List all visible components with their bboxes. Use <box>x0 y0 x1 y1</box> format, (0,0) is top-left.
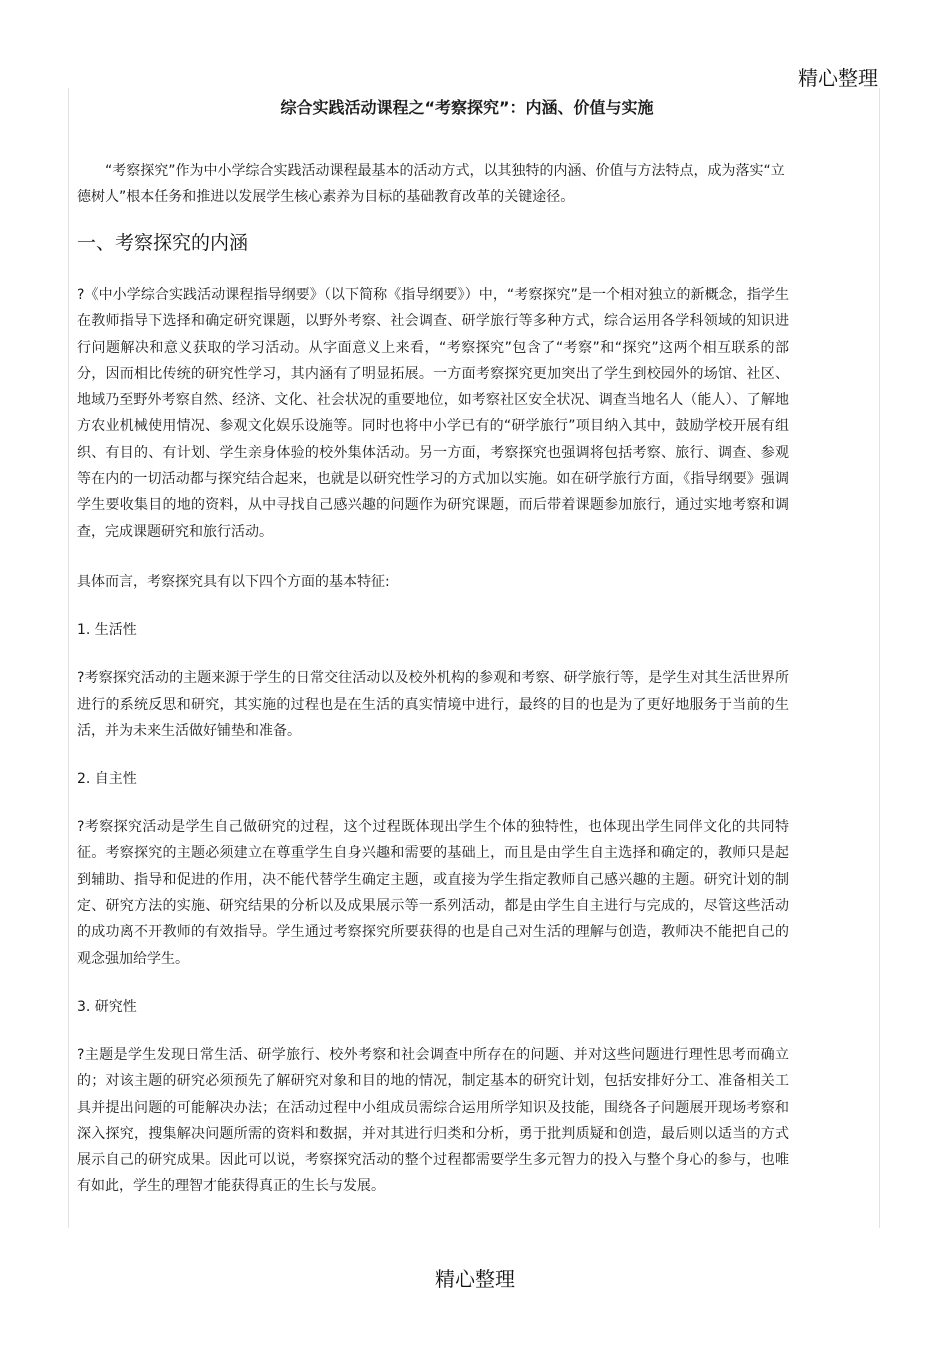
connotation-paragraph: ?《中小学综合实践活动课程指导纲要》（以下简称《指导纲要》）中，“考察探究”是一个相对独立的新概念，指学生在教师指导下选择和确定研究课题，以野外考察、社会调查、研学旅行等多种方式，综合运用各学科领域的知识进行问题解决和意义获取的学习活动。从字面意义上来看，“考察探究”包含了“考察”和“探究”这两个相互联系的部分，因而相比传统的研究性学习，其内涵有了明显拓展。一方面考察探究更加突出了学生到校园外的场馆、社区、地域乃至野外考察自然、经济、文化、社会状况的重要地位，如考察社区安全状况、调查当地名人（能人）、了解地方农业机械使用情况、参观文化娱乐设施等。同时也将中小学已有的“研学旅行”项目纳入其中，鼓励学校开展有组织、有目的、有计划、学生亲身体验的校外集体活动。另一方面，考察探究也强调将包括考察、旅行、调查、参观等在内的一切活动都与探究结合起来，也就是以研究性学习的方式加以实施。如在研学旅行方面，《指导纲要》强调学生要收集目的地的资料，从中寻找自己感兴趣的问题作为研究课题，而后带着课题参加旅行，通过实地考察和调查，完成课题研究和旅行活动。 <box>77 287 789 540</box>
feature-text-life: ?考察探究活动的主题来源于学生的日常交往活动以及校外机构的参观和考察、研学旅行等，是学生对其生活世界所进行的系统反思和研究，其实施的过程也是在生活的真实情境中进行，最终的目的也是为了更好地服务于当前的生活，并为未来生活做好铺垫和准备。 <box>77 670 789 739</box>
feature-text-autonomy: ?考察探究活动是学生自己做研究的过程，这个过程既体现出学生个体的独特性，也体现出学生同伴文化的共同特征。考察探究的主题必须建立在尊重学生自身兴趣和需要的基础上，而且是由学生自主选择和确定的，教师只是起到辅助、指导和促进的作用，决不能代替学生确定主题，或直接为学生指定教师自己感兴趣的主题。研究计划的制定、研究方法的实施、研究结果的分析以及成果展示等一系列活动，都是由学生自主进行与完成的，尽管这些活动的成功离不开教师的有效指导。学生通过考察探究所要获得的也是自己对生活的理解与创造，教师决不能把自己的观念强加给学生。 <box>77 819 789 967</box>
feature-title-life: 1. 生活性 <box>77 622 137 639</box>
feature-text-research: ?主题是学生发现日常生活、研学旅行、校外考察和社会调查中所存在的问题、并对这些问题进行理性思考而确立的；对该主题的研究必须预先了解研究对象和目的地的情况，制定基本的研究计划，包括安排好分工、准备相关工具并提出问题的可能解决办法；在活动过程中小组成员需综合运用所学知识及技能，围绕各子问题展开现场考察和深入探究，搜集解决问题所需的资料和数据，并对其进行归类和分析，勇于批判质疑和创造，最后则以适当的方式展示自己的研究成果。因此可以说，考察探究活动的整个过程都需要学生多元智力的投入与整个身心的参与，也唯有如此，学生的理智才能获得真正的生长与发展。 <box>77 1046 789 1195</box>
document-title: 综合实践活动课程之“考察探究”：内涵、价值与实施 <box>280 98 654 117</box>
feature-title-research: 3. 研究性 <box>77 998 137 1015</box>
feature-title-autonomy: 2. 自主性 <box>77 771 137 788</box>
footer-watermark: 精心整理 <box>435 1267 515 1291</box>
features-lead: 具体而言，考察探究具有以下四个方面的基本特征: <box>77 573 390 590</box>
document-body <box>77 90 789 1200</box>
header-watermark: 精心整理 <box>798 66 878 90</box>
section-heading-connotation: 一、考察探究的内涵 <box>77 232 249 254</box>
intro-paragraph: “考察探究”作为中小学综合实践活动课程最基本的活动方式，以其独特的内涵、价值与方法特点，成为落实“立德树人”根本任务和推进以发展学生核心素养为目标的基础教育改革的关键途径。 <box>77 163 785 205</box>
